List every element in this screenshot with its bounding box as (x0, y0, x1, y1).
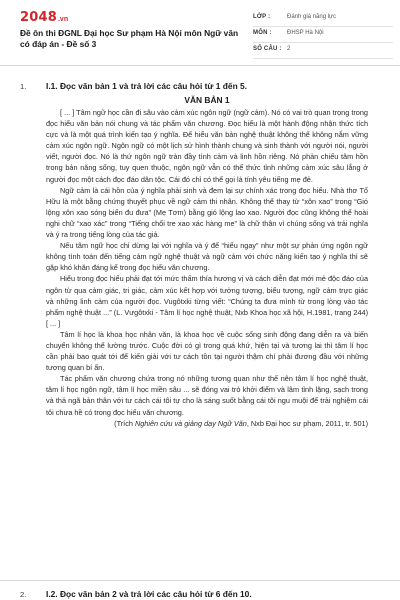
question-heading-1: I.1. Đọc văn bản 1 và trả lời các câu hỏi từ 1 đến 5. (46, 81, 247, 91)
site-logo[interactable] (20, 10, 68, 24)
citation-suffix: , Nxb Đại học sư phạm, 2011, tr. 501) (246, 418, 368, 428)
passage-paragraph: Ngữ cảm là cái hồn của ý nghĩa phải sinh và đem lại sự chính xác trong đọc hiểu. Nhà thơ Tố Hữu là một bằng chứng thuyết phục về ngữ cảm thi nhân. Không thể thay từ “xôn xao” trong “Gió lộng xôn xao sóng biển đu đưa” (Mẹ Tơm) bằng gió lộng lao xao. Người đọc cũng không thể hoài nghi chữ “xao xác” trong “Tiếng chổi tre xao xác hàng me” là chữ thân vì chúng sống và trải nghĩa và ý ra trong tiếng lòng của tác giả. (46, 185, 368, 240)
meta-value-class: Đánh giá năng lực (287, 14, 337, 20)
document-meta (253, 11, 393, 59)
meta-label-subject: MÔN : (253, 30, 272, 36)
meta-label-class: LỚP : (253, 14, 271, 20)
meta-row-subject (253, 27, 393, 43)
citation-source-title: Nghiên cứu và giảng dạy Ngữ Văn (134, 418, 247, 428)
document-title: Đề ôn thi ĐGNL Đại học Sư phạm Hà Nội môn Ngữ văn có đáp án - Đề số 3 (20, 28, 239, 49)
question-number-1: 1. (20, 82, 27, 91)
meta-value-subject: ĐHSP Hà Nội (287, 30, 324, 36)
passage-paragraph: Hiểu trong đọc hiểu phải đạt tới mức thấm thía hương vị và cách diễn đạt mới mẻ độc đáo của ngôn từ qua cảm giác, tri giác, cảm xúc kết hợp với tưởng tượng, biểu tượng, ngữ cảm trực giác và những linh cảm của người đọc. Vugôtxki từng viết: “Chúng ta đưa mình từ trong lòng vào tác phẩm nghệ thuật ...” (L. Vưgôtxki - Tâm lí học nghệ thuật, Nxb Khoa học xã hội, H.1981, trang 244) [ ... ] (46, 274, 368, 328)
logo-main-text: 2048 (20, 10, 57, 25)
passage-paragraph: [ ... ] Tâm ngữ học cần đi sâu vào cảm xúc ngôn ngữ (ngữ cảm). Nó có vai trò quan trọng trong đọc hiểu văn bản nói chung và tác phẩm văn chương. Đọc hiểu là một hành động nhận thức tích cực và là một quá trình kiến tạo ý nghĩa. Để hiểu văn bản nghệ thuật không thể không nắm vững cảm xúc ngôn ngữ. Ngôn ngữ có một lịch sử hình thành chung và sinh thành với người nói, người viết, người đọc. Nó là thứ ngôn ngữ tràn đầy tình cảm và linh hồn riêng. Nó phản chiếu tâm hồn trong bản năng sống, tuy quen thuộc, ngôn ngữ vẫn có thể thức tỉnh những cảm xúc sâu lắng ở người đọc một cách đọc đáo dân tộc. Cái đó chỉ có thể gọi là tính yêu tiếng mẹ đẻ. (46, 108, 368, 184)
meta-label-question-count: SỐ CÂU : (253, 46, 282, 52)
passage-title: VĂN BẢN 1 (184, 95, 230, 105)
logo-domain-text: .vn (57, 16, 69, 23)
meta-value-question-count: 2 (287, 46, 291, 52)
citation-prefix: (Trích (114, 418, 135, 428)
passage-paragraph: Nếu tâm ngữ học chỉ dừng lại với nghĩa và ý để “hiểu ngay” như một sự phản ứng ngôn ngữ không tính toán đến tiếng cảm ngữ nghệ thuật và ngữ cảm với chức năng kiến tạo ý nghĩa thì sẽ gặp khó khăn đáng kể trong đọc hiểu văn chương. (46, 241, 368, 273)
passage-paragraph: Tác phẩm văn chương chứa trong nó những tương quan như thế nên tâm lí học nghệ thuật, tâm lí học ngôn ngữ, tâm lí học miền sâu ... sẽ đóng vai trò khởi điểm và lâm tỉnh lặng, sạch trong và thả ngã bản thân với tư cách cái tôi tự cho là sáng suốt bằng cái tôi ngu muội để trải nghiệm cái tôi chưa hề có trong đọc hiểu văn chương. (46, 374, 368, 417)
meta-row-class (253, 11, 393, 27)
question-divider (0, 580, 400, 581)
passage-citation (46, 418, 368, 429)
meta-row-question-count (253, 43, 393, 59)
question-number-2: 2. (20, 590, 27, 599)
question-heading-2: I.2. Đọc văn bản 2 và trả lời các câu hỏi từ 6 đến 10. (46, 589, 252, 599)
passage-body (46, 107, 368, 429)
document-header (0, 0, 400, 66)
passage-paragraph: Tâm lí học là khoa học nhân văn, là khoa học về cuộc sống sinh động đang diễn ra và biến chuyển không thể lường trước. Cuộc đời có gì trong quá khứ, hiện tại và tương lai thì tâm lí học cần phải bao quát tới để kiến giải với tư cách tồn tại người thậm chí phải đương đầu với những tương quan bí ẩn. (46, 329, 368, 373)
